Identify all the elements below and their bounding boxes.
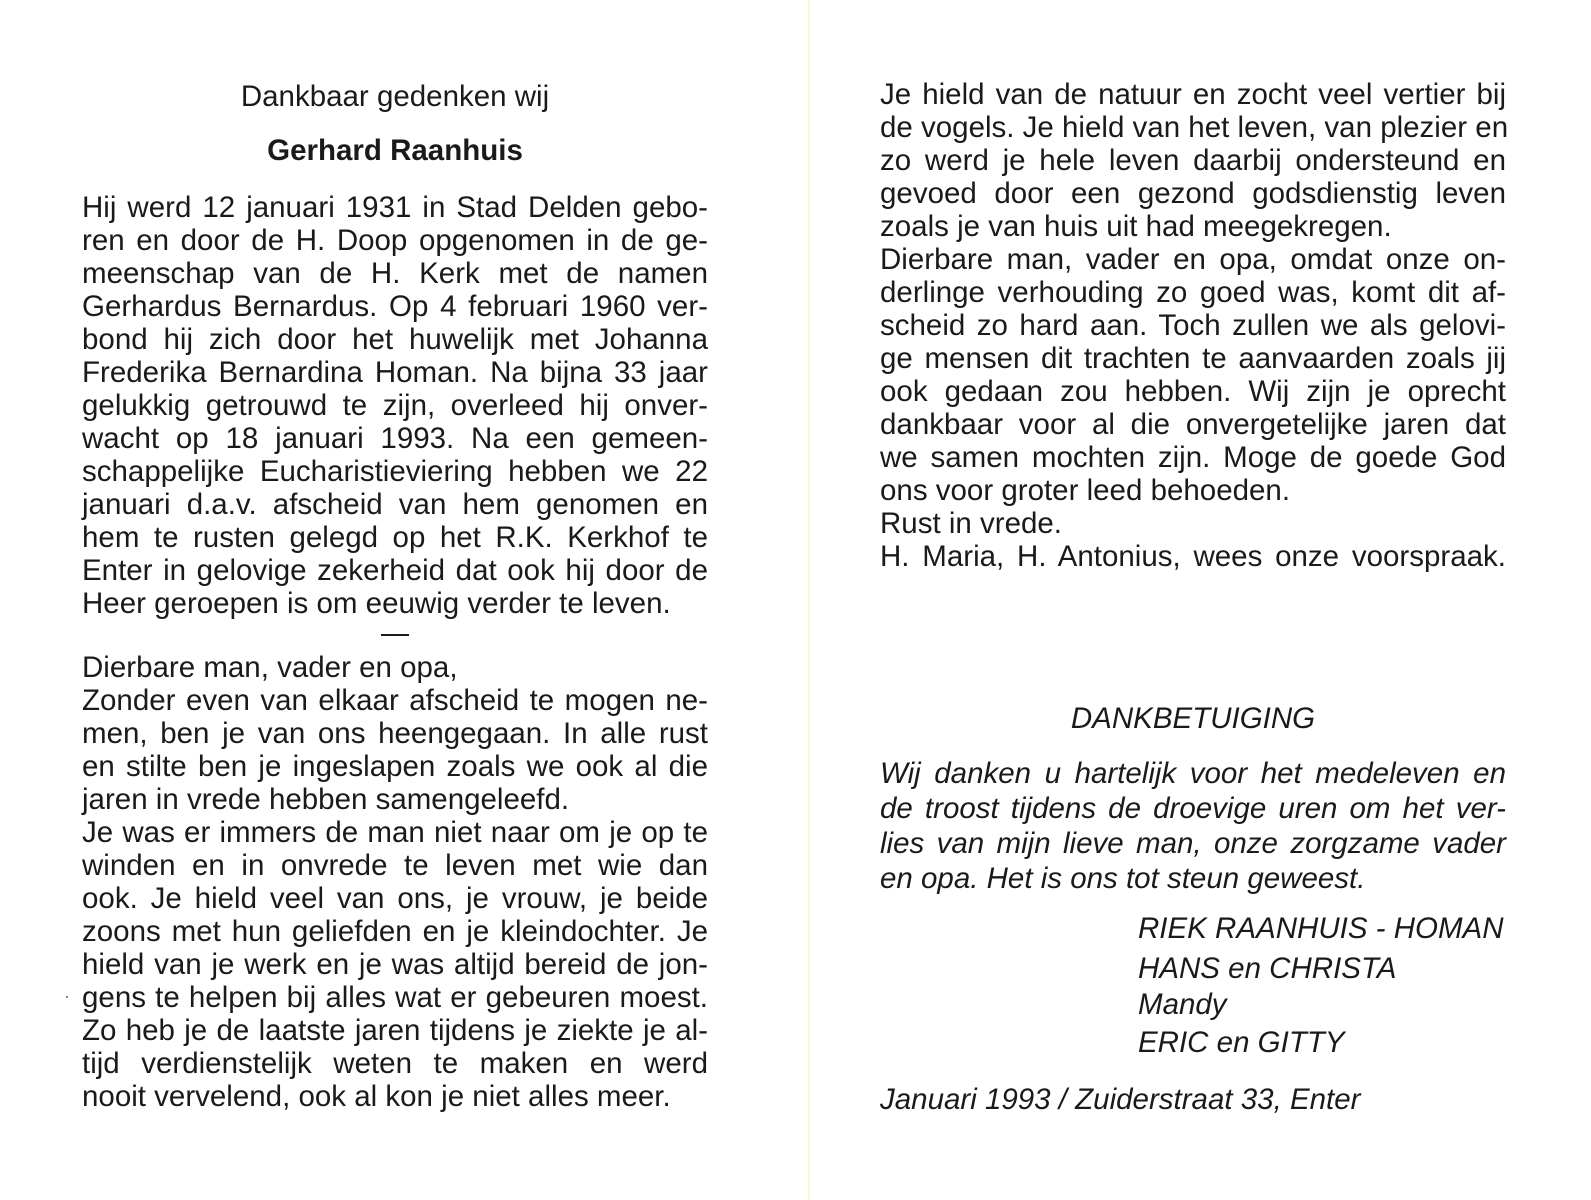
- message-line: ons voor groter leed behoeden.: [880, 474, 1291, 507]
- message-line: Je was er immers de man niet naar om je op te: [82, 816, 708, 849]
- message-line: tijd verdienstelijk weten te maken en werd: [82, 1047, 708, 1080]
- message-line: nooit vervelend, ook al kon je niet alles meer.: [82, 1080, 671, 1113]
- message-line: en stilte ben je ingeslapen zoals we ook al die: [82, 750, 708, 783]
- message-line: Dierbare man, vader en opa, omdat onze on-: [880, 243, 1506, 276]
- thanks-line: lies van mijn lieve man, onze zorgzame vader: [880, 827, 1506, 860]
- biography-line: schappelijke Eucharistieviering hebben we 22: [82, 455, 708, 488]
- message-line: derlinge verhouding zo goed was, komt dit af-: [880, 276, 1506, 309]
- thanks-line: de troost tijdens de droevige uren om het ver-: [880, 792, 1506, 825]
- signature-line: HANS en CHRISTA: [1138, 952, 1397, 985]
- biography-line: meenschap van de H. Kerk met de namen: [82, 257, 708, 290]
- message-line: Zonder even van elkaar afscheid te mogen ne-: [82, 684, 708, 717]
- message-line: de vogels. Je hield van het leven, van plezier en: [880, 111, 1509, 144]
- signature-line: ERIC en GITTY: [1138, 1026, 1345, 1059]
- print-speck: [66, 996, 68, 998]
- intro-text: Dankbaar gedenken wij: [240, 80, 550, 113]
- biography-line: wacht op 18 januari 1993. Na een gemeen-: [82, 422, 708, 455]
- message-line: men, ben je van ons heengegaan. In alle rust: [82, 717, 708, 750]
- message-line: gens te helpen bij alles wat er gebeuren moest.: [82, 981, 708, 1014]
- biography-line: Frederika Bernardina Homan. Na bijna 33 jaar: [82, 356, 708, 389]
- message-line: Dierbare man, vader en opa,: [82, 651, 458, 684]
- biography-line: bond hij zich door het huwelijk met Johanna: [82, 323, 708, 356]
- message-line: scheid zo hard aan. Toch zullen we als gelovi-: [880, 309, 1506, 342]
- message-line: gevoed door een gezond godsdienstig leven: [880, 177, 1506, 210]
- message-line: ge mensen dit trachten te aanvaarden zoals jij: [880, 342, 1506, 375]
- biography-line: ren en door de H. Doop opgenomen in de ge-: [82, 224, 708, 257]
- thanks-title: DANKBETUIGING: [1070, 702, 1316, 735]
- card-fold-line: [808, 0, 810, 1200]
- message-line: ook. Je hield veel van ons, je vrouw, je beide: [82, 882, 708, 915]
- biography-line: januari d.a.v. afscheid van hem genomen en: [82, 488, 708, 521]
- message-line: hield van je werk en je was altijd bereid de jon-: [82, 948, 708, 981]
- section-divider: [381, 634, 409, 636]
- biography-line: Hij werd 12 januari 1931 in Stad Delden gebo-: [82, 191, 708, 224]
- message-line: dankbaar voor al die onvergetelijke jaren dat: [880, 408, 1506, 441]
- message-line: Je hield van de natuur en zocht veel vertier bij: [880, 78, 1506, 111]
- biography-line: Enter in gelovige zekerheid dat ook hij door de: [82, 554, 708, 587]
- message-line: winden en in onvrede te leven met wie dan: [82, 849, 708, 882]
- biography-line: gelukkig getrouwd te zijn, overleed hij onver-: [82, 389, 708, 422]
- message-line: Zo heb je de laatste jaren tijdens je ziekte je al-: [82, 1014, 708, 1047]
- message-line: H. Maria, H. Antonius, wees onze voorspraak.: [880, 540, 1506, 573]
- biography-line: Gerhardus Bernardus. Op 4 februari 1960 ver-: [82, 290, 708, 323]
- message-line: zoons met hun geliefden en je kleindochter. Je: [82, 915, 708, 948]
- date-address: Januari 1993 / Zuiderstraat 33, Enter: [880, 1083, 1361, 1116]
- message-line: zo werd je hele leven daarbij ondersteund en: [880, 144, 1506, 177]
- signature-line: RIEK RAANHUIS - HOMAN: [1138, 912, 1504, 945]
- thanks-line: Wij danken u hartelijk voor het medeleven en: [880, 757, 1506, 790]
- message-line: zoals je van huis uit had meegekregen.: [880, 210, 1392, 243]
- biography-line: hem te rusten gelegd op het R.K. Kerkhof te: [82, 521, 708, 554]
- message-line: Rust in vrede.: [880, 507, 1062, 540]
- message-line: we samen mochten zijn. Moge de goede God: [880, 441, 1506, 474]
- thanks-line: en opa. Het is ons tot steun geweest.: [880, 862, 1366, 895]
- biography-line: Heer geroepen is om eeuwig verder te leven.: [82, 587, 671, 620]
- signature-line: Mandy: [1138, 988, 1227, 1021]
- deceased-name: Gerhard Raanhuis: [267, 134, 523, 167]
- message-line: jaren in vrede hebben samengeleefd.: [82, 783, 570, 816]
- message-line: ook gedaan zou hebben. Wij zijn je oprecht: [880, 375, 1506, 408]
